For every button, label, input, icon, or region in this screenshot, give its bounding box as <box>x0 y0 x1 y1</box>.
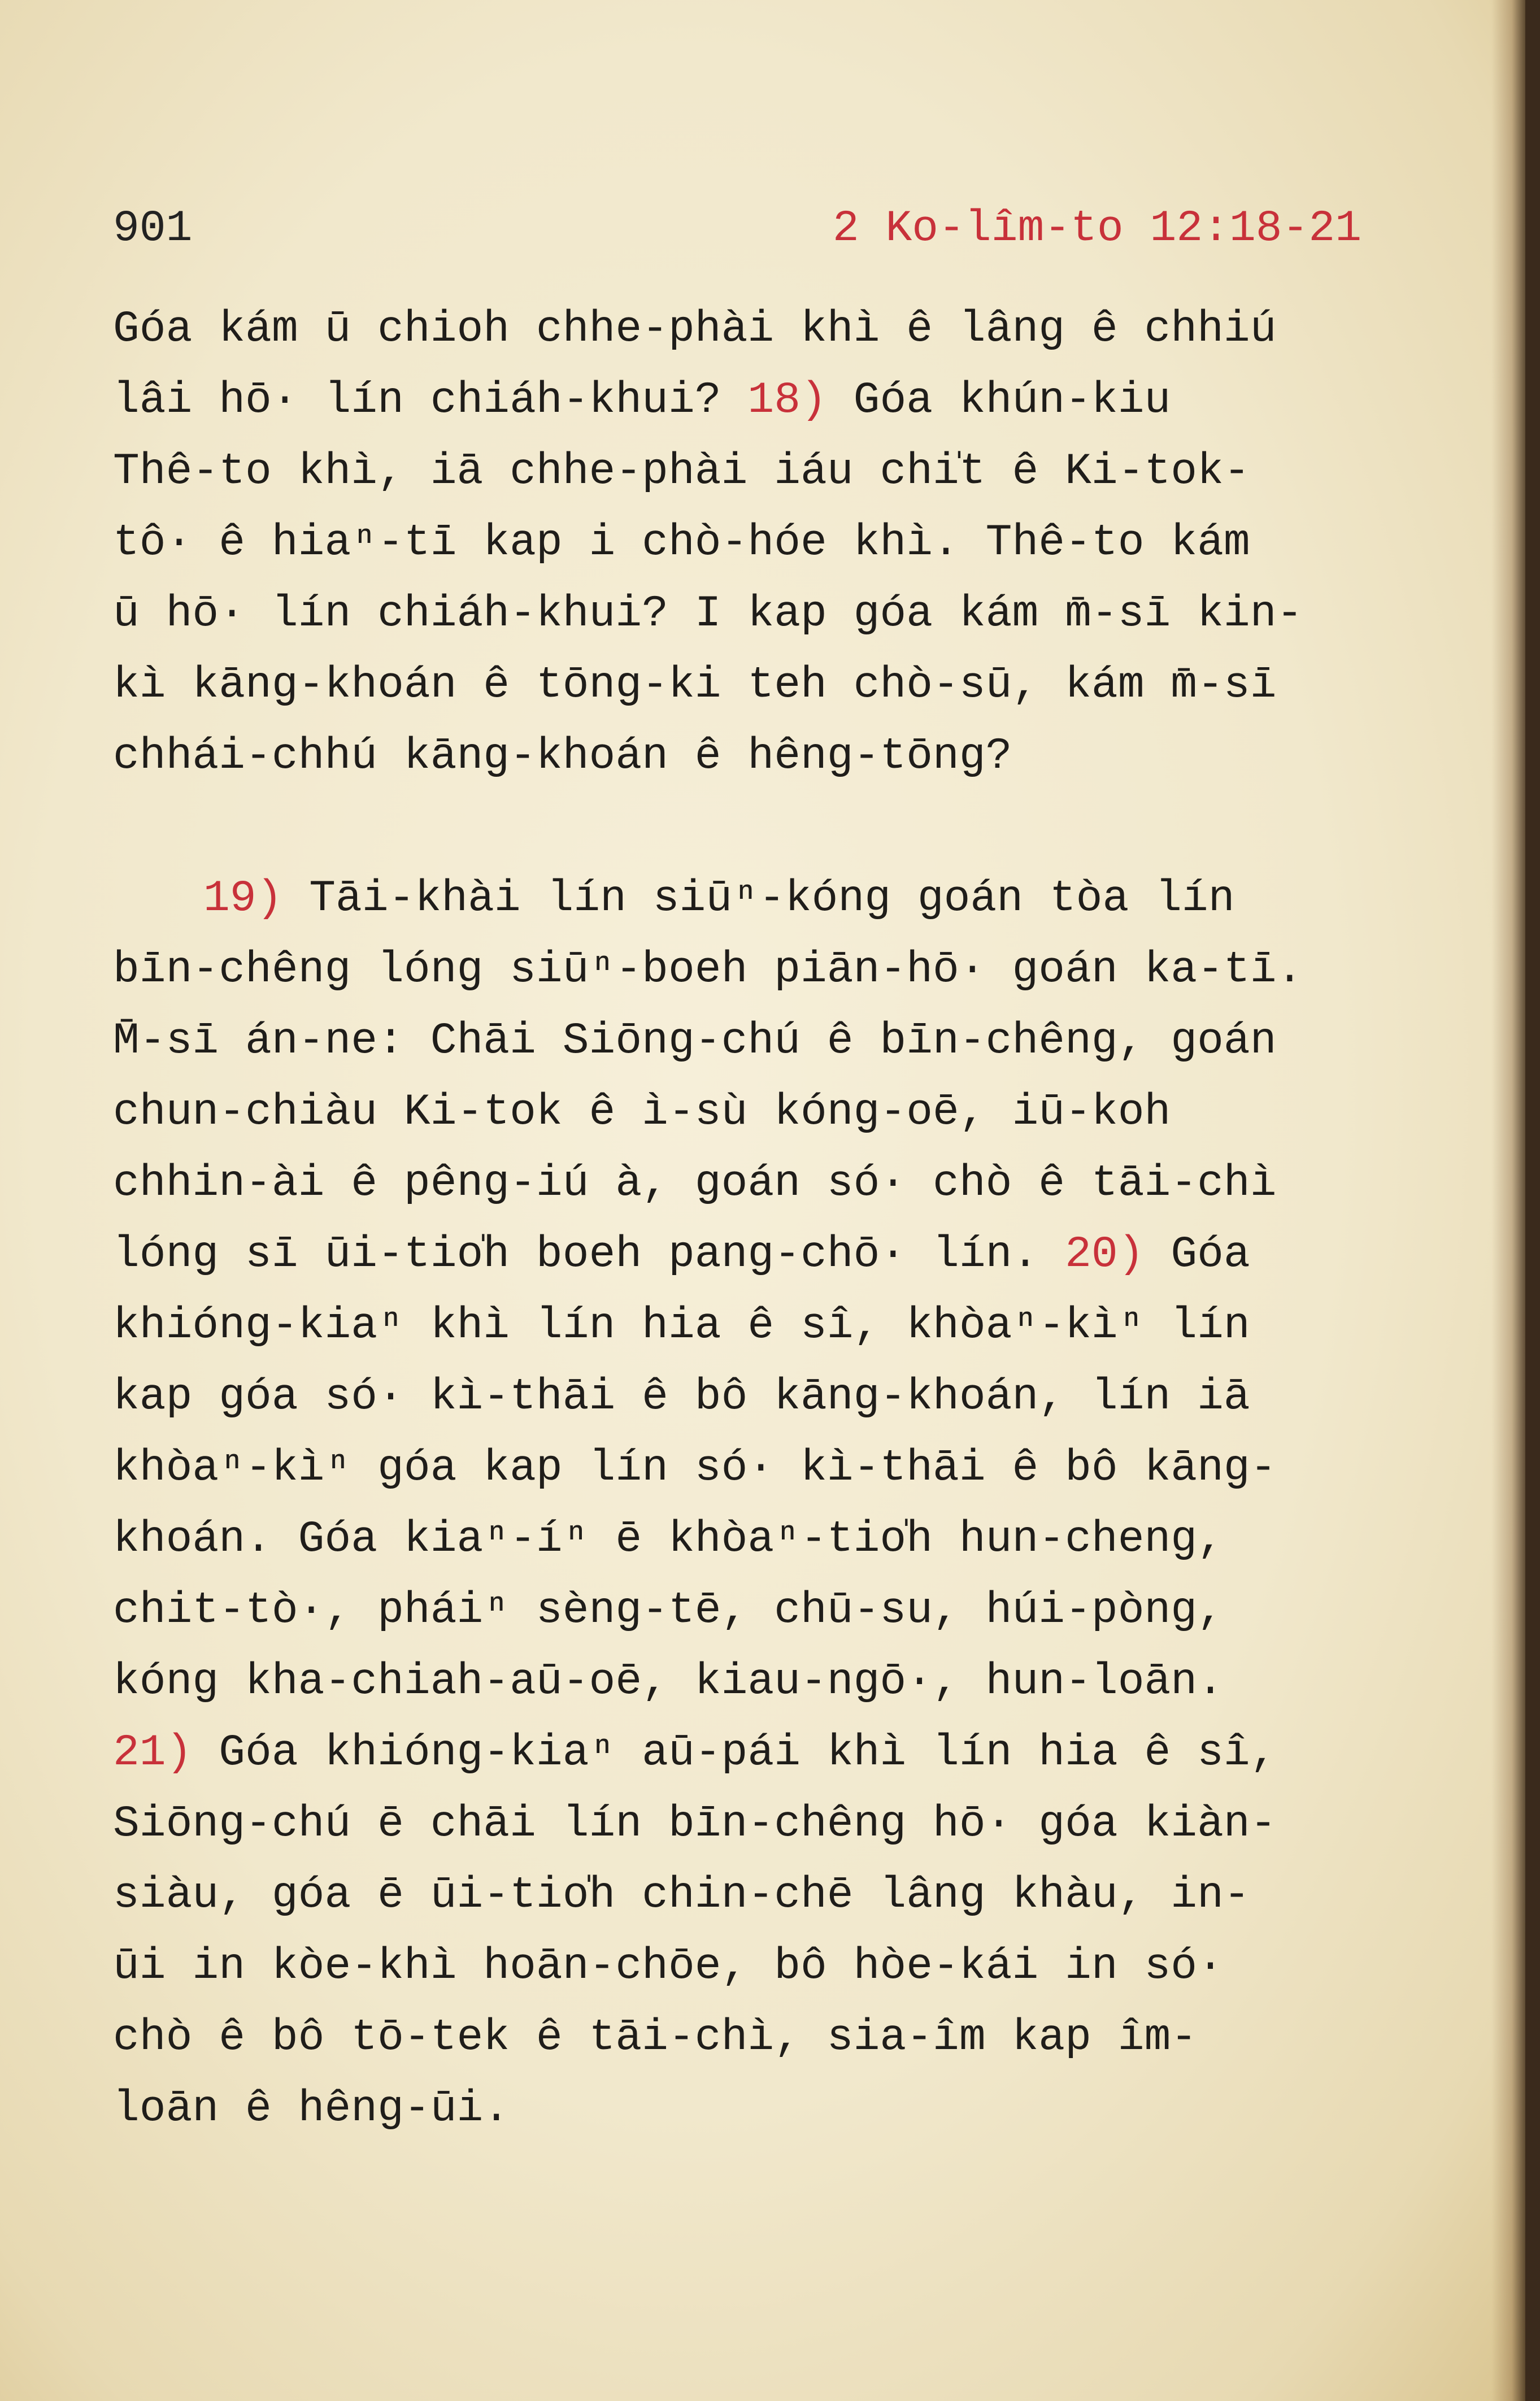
text-segment: tô· ê hiaⁿ-tī kap i chò-hóe khì. Thê-to kám <box>113 518 1250 568</box>
text-line <box>113 1290 1390 1362</box>
text-line <box>113 721 1390 792</box>
text-line <box>113 1219 1390 1290</box>
text-segment: lóng sī ūi-tio̍h boeh pang-chō· lín. <box>113 1230 1065 1280</box>
text-segment: M̄-sī án-ne: Chāi Siōng-chú ê bīn-chêng, goán <box>113 1016 1277 1066</box>
text-segment: kap góa só· kì-thāi ê bô kāng-khoán, lín iā <box>113 1372 1250 1422</box>
text-segment: chhin-ài ê pêng-iú à, goán só· chò ê tāi-chì <box>113 1159 1277 1208</box>
text-segment: kóng kha-chiah-aū-oē, kiau-ngō·, hun-loān. <box>113 1657 1224 1707</box>
text-line <box>113 1362 1390 1433</box>
verse-number: 18) <box>747 376 827 425</box>
text-segment: chò ê bô tō-tek ê tāi-chì, sia-îm kap îm- <box>113 2013 1198 2063</box>
text-segment: Góa khióng-kiaⁿ aū-pái khì lín hia ê sî, <box>192 1728 1277 1778</box>
text-segment: Tāi-khài lín siūⁿ-kóng goán tòa lín <box>282 874 1235 924</box>
text-segment: khióng-kiaⁿ khì lín hia ê sî, khòaⁿ-kìⁿ lín <box>113 1301 1250 1351</box>
text-line <box>113 863 1390 934</box>
text-line <box>113 294 1390 365</box>
text-line <box>113 1789 1390 1860</box>
text-line <box>113 1077 1390 1148</box>
text-line <box>113 1433 1390 1504</box>
text-line <box>113 1646 1390 1717</box>
text-line <box>113 2002 1390 2073</box>
running-head: 2 Ko-lîm-to 12:18-21 <box>832 204 1361 254</box>
text-segment: Thê-to khì, iā chhe-phài iáu chi̍t ê Ki-tok- <box>113 447 1250 497</box>
text-segment: kì kāng-khoán ê tōng-ki teh chò-sū, kám m̄-sī <box>113 660 1277 710</box>
page-edge-shadow <box>1491 0 1525 2401</box>
page-number: 901 <box>113 204 193 254</box>
text-line <box>113 1860 1390 1931</box>
paragraph <box>113 294 1390 792</box>
text-segment: loān ê hêng-ūi. <box>113 2084 510 2134</box>
text-line <box>113 365 1390 436</box>
verse-number: 20) <box>1065 1230 1145 1280</box>
text-line <box>113 1931 1390 2002</box>
text-segment: lâi hō· lín chiáh-khui? <box>113 376 748 425</box>
page-header <box>113 201 1361 257</box>
text-segment: Góa khún-kiu <box>826 376 1171 425</box>
text-segment: bīn-chêng lóng siūⁿ-boeh piān-hō· goán ka-tī. <box>113 945 1303 995</box>
text-line <box>113 2073 1390 2145</box>
text-line <box>113 650 1390 721</box>
text-line <box>113 934 1390 1006</box>
text-line <box>113 1717 1390 1789</box>
verse-number: 19) <box>203 874 283 924</box>
paragraph <box>113 863 1390 2145</box>
text-line <box>113 578 1390 650</box>
text-segment: khoán. Góa kiaⁿ-íⁿ ē khòaⁿ-tio̍h hun-cheng, <box>113 1515 1224 1564</box>
text-line <box>113 1006 1390 1077</box>
text-line <box>113 1504 1390 1575</box>
text-segment: ū hō· lín chiáh-khui? I kap góa kám m̄-sī kin- <box>113 589 1303 639</box>
text-line <box>113 1148 1390 1219</box>
text-line <box>113 436 1390 507</box>
text-segment: khòaⁿ-kìⁿ góa kap lín só· kì-thāi ê bô kāng- <box>113 1443 1277 1493</box>
verse-number: 21) <box>113 1728 193 1778</box>
text-line <box>113 1575 1390 1646</box>
scripture-text-body <box>113 294 1390 2145</box>
text-segment: chun-chiàu Ki-tok ê ì-sù kóng-oē, iū-koh <box>113 1088 1171 1137</box>
text-segment: chhái-chhú kāng-khoán ê hêng-tōng? <box>113 732 1012 781</box>
text-segment: siàu, góa ē ūi-tio̍h chin-chē lâng khàu, in- <box>113 1871 1250 1920</box>
text-segment: ūi in kòe-khì hoān-chōe, bô hòe-kái in só· <box>113 1942 1224 1991</box>
text-segment: chit-tò·, pháiⁿ sèng-tē, chū-su, húi-pòng, <box>113 1586 1224 1636</box>
text-segment: Góa <box>1144 1230 1250 1280</box>
text-line <box>113 507 1390 578</box>
text-segment: Siōng-chú ē chāi lín bīn-chêng hō· góa kiàn- <box>113 1799 1277 1849</box>
text-segment: Góa kám ū chioh chhe-phài khì ê lâng ê chhiú <box>113 305 1277 354</box>
